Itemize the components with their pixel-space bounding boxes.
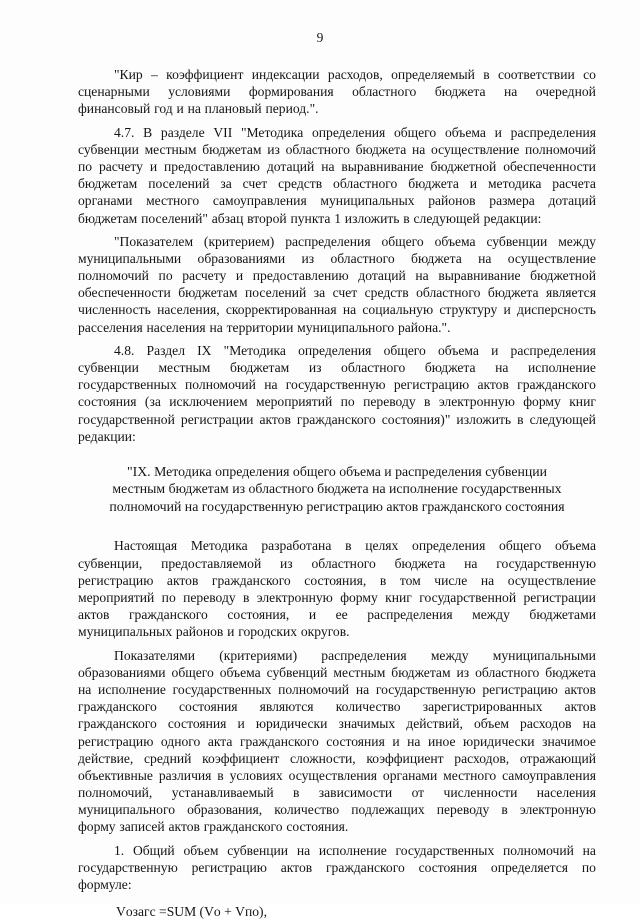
text-line: финансовый год и на плановый период.". xyxy=(78,101,319,117)
text-line: действие, средний коэффициент сложности, коэффициент расходов, отражающий xyxy=(78,750,596,766)
text-line: объективные различия в условиях осуществления органами местного самоуправления xyxy=(78,767,596,783)
text-line: регистрацию одного акта гражданского состояния и на иное юридически значимое xyxy=(78,733,596,749)
text-line: сценарными условиями формирования областного бюджета на очередной xyxy=(78,84,596,100)
text-line: бюджетам поселений за счет средств областного бюджета и методика расчета xyxy=(78,176,596,192)
paragraphs-before-heading xyxy=(78,66,596,445)
text-line: государственных полномочий на государственную регистрацию актов гражданского xyxy=(78,377,596,393)
text-line: Настоящая Методика разработана в целях определения общего объема xyxy=(114,538,596,554)
formula: Vозагс =SUM (Vо + Vпо), xyxy=(116,904,267,920)
text-line: субвенции местным бюджетам из областного бюджета на осуществление полномочий xyxy=(78,141,596,157)
text-line: муниципальных районов и городских округов. xyxy=(78,624,350,640)
section-heading xyxy=(78,463,596,516)
text-line: формуле: xyxy=(78,877,132,892)
paragraphs-after-heading xyxy=(78,537,596,893)
text-line: редакции: xyxy=(78,428,136,444)
text-line: по расчету и предоставлению дотаций на выравнивание бюджетной обеспеченности xyxy=(78,158,596,174)
text-line: полномочий по расчету и предоставлению дотаций на выравнивание бюджетной xyxy=(78,268,596,284)
paragraph xyxy=(78,124,596,227)
text-line: на исполнение государственных полномочий на государственную регистрацию актов xyxy=(78,681,596,697)
text-line: муниципального образования, количество подлежащих переводу в электронную xyxy=(78,802,596,818)
text-line: бюджетам поселений" абзац второй пункта 1 изложить в следующей редакции: xyxy=(78,210,542,226)
paragraph xyxy=(78,233,596,336)
text-line: муниципальными образованиями из областного бюджета на осуществление xyxy=(78,250,596,266)
text-line: мероприятий по переводу в электронную форму книг государственной регистрации xyxy=(78,590,596,605)
paragraph xyxy=(78,342,596,445)
paragraph xyxy=(78,647,596,836)
text-line: "Кир – коэффициент индексации расходов, определяемый в соответствии со xyxy=(114,67,596,82)
text-line: форму записей актов гражданского состояния. xyxy=(78,819,349,835)
section-heading-line: "IX. Методика определения общего объема и распределения субвенции xyxy=(126,463,547,479)
text-line: полномочий, устанавливаемый в зависимости от численности населения xyxy=(78,785,596,801)
text-line: состояния (за исключением мероприятий по переводу в электронную форму книг xyxy=(78,394,596,410)
text-line: "Показателем (критерием) распределения общего объема субвенции между xyxy=(114,233,596,249)
paragraph xyxy=(78,66,596,118)
text-line: государственной регистрации актов гражданского состояния)" изложить в следующей xyxy=(78,411,596,427)
text-line: гражданского состояния являются количество зарегистрированных актов xyxy=(78,699,596,715)
text-line: органами местного самоуправления муниципальных районов размера дотаций xyxy=(78,193,596,209)
section-heading-line: полномочий на государственную регистрацию актов гражданского состояния xyxy=(109,498,565,514)
text-line: 1. Общий объем субвенции на исполнение государственных полномочий на xyxy=(114,842,596,858)
text-line: субвенции, предоставляемой из областного бюджета на государственную xyxy=(78,555,596,571)
paragraph xyxy=(78,842,596,894)
text-line: государственную регистрацию актов гражданского состояния определяется по xyxy=(78,859,596,875)
text-line: 4.8. Раздел IX "Методика определения общего объема и распределения xyxy=(114,342,596,358)
section-heading-line: местным бюджетам из областного бюджета на исполнение государственных xyxy=(112,481,562,497)
document-body xyxy=(78,66,596,920)
page-number: 9 xyxy=(316,30,324,45)
text-line: гражданского состояния и юридически значимых действий, объем расходов на xyxy=(78,716,596,732)
text-line: 4.7. В разделе VII "Методика определения общего объема и распределения xyxy=(114,124,596,140)
text-line: расселения населения на территории муниципального района.". xyxy=(78,319,451,335)
text-line: Показателями (критериями) распределения между муниципальными xyxy=(114,647,596,663)
text-line: обеспеченности бюджетам поселений за счет средств областного бюджета является xyxy=(78,285,596,301)
text-line: регистрацию актов гражданского состояния, в том числе на осуществление xyxy=(78,572,596,588)
text-line: субвенции местным бюджетам из областного бюджета на исполнение xyxy=(78,360,596,375)
text-line: численность населения, скорректированная на социальную структуру и дисперсность xyxy=(78,302,596,318)
text-line: образованиями общего объема субвенций местным бюджетам из областного бюджета xyxy=(78,664,596,680)
paragraph xyxy=(78,537,596,640)
text-line: актов гражданского состояния, и ее распределения между бюджетами xyxy=(78,607,596,623)
